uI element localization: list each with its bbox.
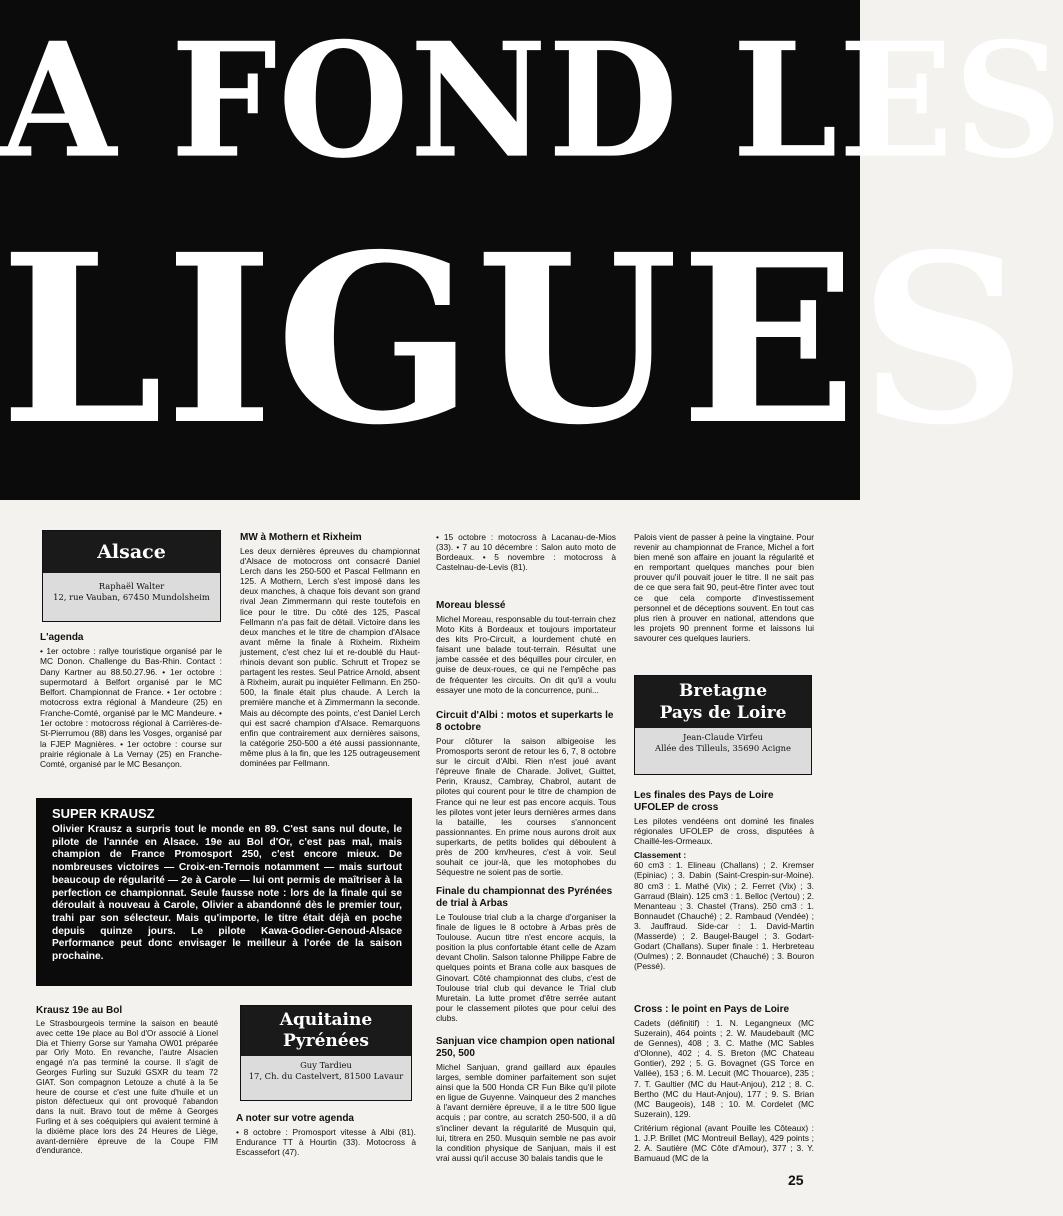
aquitaine-agenda-title: A noter sur votre agenda [236,1113,354,1124]
mw-article [240,532,420,772]
bretagne-finales-article [634,790,814,975]
albi-article-text: Pour clôturer la saison albigeoise les Promosports seront de retour les 6, 7, 8 octobre sur le circuit d'Albi. Rien n'est joué avant l'épreuve finale de Charade. Jolivet, Guittet, Perin, Krausz, Cambray, Chabrol, autant de pilotes qui courent pour le titre de champion de France qui ne leur est pas encore acquis. Tous les pilotes vont jeter leurs dernières armes dans la bataille, les courses s'annoncent passionnantes. En prime nous aurons droit aux superkarts, de petits bolides qui déboulent à près de 200 km/heures, c'est à voir. Seul souhait ce jour-là, que les motophobes du Séquestre ne soient pas de sortie. [436,736,616,878]
aquitaine-contact-block [241,1056,411,1086]
bretagne-cross-article [634,1004,814,1167]
alsace-agenda-section [40,632,222,774]
bretagne-name-line-2: Pays de Loire [659,703,787,723]
title-banner [0,0,1063,500]
aquitaine-name-line-1: Aquitaine [279,1010,373,1030]
aquitaine-contact-address: 17, Ch. du Castelvert, 81500 Lavaur [248,1071,404,1081]
alsace-league-box [42,530,221,622]
bretagne-finales-title: Les finales des Pays de Loire UFOLEP de cross [634,790,774,813]
alsace-agenda-title: L'agenda [40,632,84,643]
super-krausz-box [36,798,412,986]
super-krausz-text: Olivier Krausz a surpris tout le monde en 89. C'est sans nul doute, le pilote de l'année en Alsace. 19e au Bol d'Or, c'est pas mal, mais champion de France Promosport 250, c'est encore mieux. De nombreuses victoires — Croix-en-Ternois notamment — mais surtout beaucoup de régularité — 2e à Carole — lui ont permis de maîtriser à la perfection ce championnat. Seule fausse note : lors de la finale qui se déroulait à nouveau à Carole, Olivier a abandonné dès le premier tour, trahi par son sélecteur. Mais qu'importe, le titre était déjà en poche depuis quinze jours. Le pilote Kawa-Godier-Genoud-Alsace Performance peut donc envisager le meilleur à l'orée de la saison prochaine. [52,824,402,963]
aquitaine-agenda-continued [436,532,616,576]
bretagne-league-box [634,675,812,775]
sanjuan-article-cont-text: Palois vient de passer à peine la vingtaine. Pour revenir au championnat de France, Michel a fort bien mené son affaire en jouant la régularité et en remportant quelques manches pour bien prouver qu'il pouvait jouer le titre. Il ne sait pas de ce que sera fait 90, peut-être l'inter avec tout ce que cela comporte d'investissement personnel et de déceptions souvent. En tout cas plus rien à prouver en national, attendons que les projets 90 prennent forme et laissons lui savourer ces quelques lauriers. [634,532,814,643]
moreau-article-text: Michel Moreau, responsable du tout-terrain chez Moto Kits à Bordeaux et toujours importateur des kits Pro-Circuit, a lourdement chuté en faisant une balade tout-terrain. Résultat une jambe cassée et des béquilles pour circuler, en guise de deux-roues, ce qui ne l'empêche pas de fréquenter les circuits. On dit qu'il a voulu essayer une moto de la concurrence, puni... [436,614,616,695]
mw-article-title: MW à Mothern et Rixheim [240,532,362,543]
aquitaine-agenda-text: • 8 octobre : Promosport vitesse à Albi (81). Endurance TT à Hourtin (33). Motocross à Escassefort (47). [236,1127,416,1158]
krausz-bol-text: Le Strasbourgeois termine la saison en beauté avec cette 19e place au Bol d'Or associé à Lionel Dia et Thierry Gorse sur Yamaha OW01 préparée par Orly Moto. En revanche, l'autre Alsacien engagé n'a pas terminé la course. Il s'agit de Georges Furling sur Suzuki GSXR du team 72 GIAT. Son compagnon Letouze a chuté à la 5e heure de course et c'est une fuite d'huile et un piston défectueux qui ont provoqué l'abandon dans la nuit. Bravo tout de même à Georges Furling et à ses coéquipiers qui avaient terminé à la dixième place lors des 24 Heures de Liège, avant-dernière épreuve de la Coupe FIM d'endurance. [36,1019,218,1156]
bretagne-league-name [635,676,811,728]
bretagne-classement-label: Classement : [634,850,687,861]
krausz-bol-title: Krausz 19e au Bol [36,1005,123,1016]
moreau-article [436,600,616,699]
sanjuan-article [436,1036,616,1167]
krausz-bol-article [36,1005,218,1160]
aquitaine-league-name [241,1006,411,1056]
albi-article-title: Circuit d'Albi : motos et superkarts le 8 octobre [436,710,614,733]
alsace-contact-name: Raphaël Walter [98,581,165,591]
bretagne-contact-block [635,728,811,758]
bretagne-criterium-text: Critérium régional (avant Pouille les Côteaux) : 1. J.P. Brillet (MC Montreuil Bellay), 429 points ; 2. A. Sautière (MC Côte d'Amour), 377 ; 3. Y. Bamuaud (MC de la [634,1122,814,1164]
arbas-article-text: Le Toulouse trial club a la charge d'organiser la finale de ligues le 8 octobre à Arbas près de Toulouse. Aucun titre n'est encore acquis, la position la plus confortable étant celle de Azam devant Cholin. Salson talonne Philippe Fabre de quelques points et Brana colle aux basques de Ginovart. Côté championnat des clubs, c'est de Toulouse trial club qui devance le Trial club Muretain. La lutte promet d'être serrée autant pour le classement pilotes que pour celui des clubs. [436,912,616,1023]
headline-line-2: LIGUES [0,203,1029,476]
bretagne-contact-address: Allée des Tilleuls, 35690 Acigne [655,743,791,753]
bretagne-contact-name: Jean-Claude Virfeu [682,732,764,742]
albi-article [436,710,616,881]
arbas-article [436,886,616,1027]
page-number: 25 [788,1172,804,1188]
sanjuan-article-title: Sanjuan vice champion open national 250, 500 [436,1036,615,1059]
moreau-article-title: Moreau blessé [436,600,506,611]
bretagne-name-line-1: Bretagne [678,681,768,701]
aquitaine-agenda-section [236,1113,416,1162]
alsace-contact-block [43,573,220,607]
sanjuan-article-continued [634,532,814,647]
bretagne-classement-text: 60 cm3 : 1. Elineau (Challans) ; 2. Kremser (Epiniac) ; 3. Dabin (Saint-Crespin-sur-Moine). 80 cm3 : 1. Mathé (Vix) ; 2. Ferret (Vix) ; 3. Garraud (Blain). 125 cm3 : 1. Belloc (Vertou) ; 2. Menanteau ; 3. Chastel (Trans). 250 cm3 : 1. Bonnaudet (Chauché) ; 2. Rambaud (Vendée) ; 3. Jauffraud. Side-car : 1. David-Martin (Masserde) ; 2. Baugel-Baugel ; 3. Godart-Godart (Challans). Super finale : 1. Herbreteau (Oulmes) ; 2. Bonnaudet (Chauché) ; 3. Bouron (Pessé). [634,860,814,972]
bretagne-cross-text: Cadets (définitif) : 1. N. Legangneux (MC Suzerain), 464 points ; 2. W. Maudebault (MC de Gennes), 408 ; 3. C. Mathe (MC Sables d'Olonne), 402 ; 4. S. Breton (MC Chateau Gontier), 292 ; 5. G. Bovagnet (GS Torce en Vallée), 153 ; 6. M. Lecuit (MC Thouarce), 235 ; 7. T. Gaultier (MC du Haut-Anjou), 212 ; 8. C. Bertho (MC du Haut-Anjou), 177 ; 9. S. Brian (MC Baugeois), 148 ; 10. M. Cordelet (MC Suzerain), 129. [634,1018,814,1119]
alsace-agenda-text: • 1er octobre : rallye touristique organisé par le MC Donon. Challenge du Bas-Rhin. Contact : Dany Kartner au 88.50.27.96. • 1er octobre : supermotard à Belfort organisé par le MC Belfort. Championnat de France. • 1er octobre : motocross extra régional à Mandeure (25) en Franche-Comté, organisé par le MC Mandeure. • 1er octobre : motocross régional à Carrières-de-St-Pierrumou (88) dans les Vosges, organisé par la FJEP Magnières. • 1er octobre : course sur prairie régionale à La Vernay (25) en Franche-Comté, organisé par le MC Besançon. [40,646,222,770]
aquitaine-name-line-2: Pyrénées [283,1031,369,1051]
alsace-contact-address: 12, rue Vauban, 67450 Mundolsheim [53,592,210,602]
headline-line-1: A FOND LES [0,8,1063,194]
aquitaine-contact-name: Guy Tardieu [300,1060,352,1070]
sanjuan-article-text: Michel Sanjuan, grand gaillard aux épaules larges, semble dominer parfaitement son sujet ainsi que la 500 Honda CR Fun Bike qu'il pilote en ligue de Guyenne. Vainqueur des 2 manches à l'avant dernière épreuve, il a le titre 500 ligue acquis ; par contre, au scratch 250-500, il a dû s'incliner devant la régularité de Musquin qui, lui, titrera en 250. Musquin semble ne pas avoir la condition physique de Sanjuan, mais il est vrai aussi qu'il accuse 30 balais tandis que le [436,1062,616,1163]
aquitaine-agenda-cont-text: • 15 octobre : motocross à Lacanau-de-Mios (33). • 7 au 10 décembre : Salon auto moto de Bordeaux. • 5 novembre : motocross à Castelnau-de-Levis (81). [436,532,616,573]
bretagne-finales-text: Les pilotes vendéens ont dominé les finales régionales UFOLEP de cross, disputées à Chaillé-les-Ormeaux. [634,816,814,847]
arbas-article-title: Finale du championnat des Pyrénées de trial à Arbas [436,886,613,909]
bretagne-cross-title: Cross : le point en Pays de Loire [634,1004,790,1015]
aquitaine-league-box [240,1005,412,1101]
super-krausz-title: SUPER KRAUSZ [52,806,155,821]
alsace-league-name: Alsace [43,531,220,573]
mw-article-text: Les deux dernières épreuves du championnat d'Alsace de motocross ont consacré Daniel Lerch dans les 250-500 et Pascal Fellmann en 125. A Mothern, Lerch s'est imposé dans les deux manches, à chaque fois devant son grand rival Jean Zimmermann qui reste toutefois en lice pour le titre. Du côté des 125, Pascal Fellmann n'a pas fait de détail. Victoire dans les deux manches et le titre de champion d'Alsace avant même la finale à Rixheim. Rixheim justement, c'est chez lui et re-doublé du Haut-rhinois devant son public. Schrutt et Tropez se partagent les restes. Seul Patrice Arnold, absent à Rixheim, aurait pu inquiéter Fellmann. En 250-500, la finale était plus chaude. A Lerch la première manche et à Zimmermann la seconde. Mais au décompte des points, c'est Daniel Lerch qui est sacré champion d'Alsace. Remarquons enfin que contrairement aux dernières saisons, la catégorie 250-500 a été aussi passionnante, même plus à la fin, que les 125 outrageusement dominées par Fellmann. [240,546,420,768]
